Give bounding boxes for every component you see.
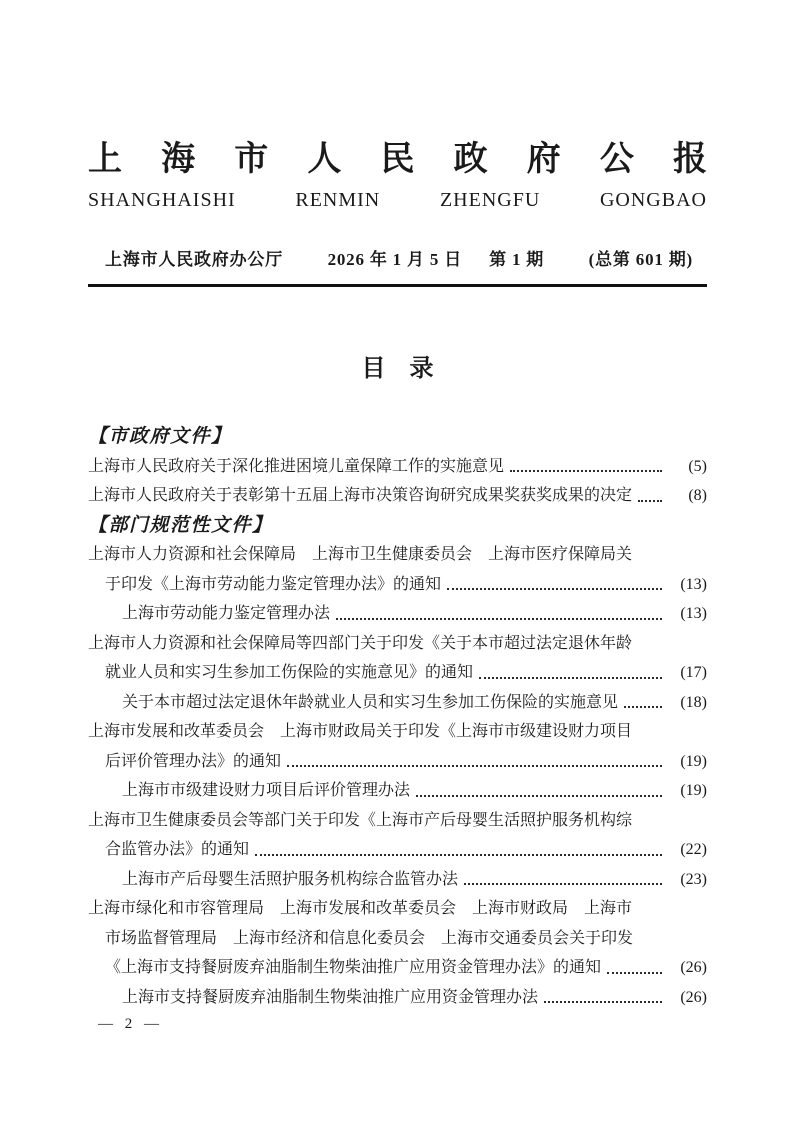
gazette-title-char: 政 <box>453 141 488 178</box>
toc-line-text: 上海市人民政府关于表彰第十五届上海市决策咨询研究成果奖获奖成果的决定 <box>88 487 633 505</box>
gazette-title-char: 报 <box>673 141 707 178</box>
toc-line <box>88 924 707 954</box>
issue-date-group <box>328 249 545 271</box>
toc-line-text: 上海市产后母婴生活照护服务机构综合监管办法 <box>122 870 459 888</box>
issue-number: 第 1 期 <box>489 250 545 270</box>
dot-leader <box>416 795 662 797</box>
toc-line <box>88 865 707 895</box>
masthead-info-row <box>88 249 707 271</box>
toc-line-text: 上海市绿化和市容管理局 上海市发展和改革委员会 上海市财政局 上海市 <box>88 900 633 918</box>
toc-line-text: 上海市人力资源和社会保障局等四部门关于印发《关于本市超过法定退休年龄 <box>88 634 633 652</box>
toc-line <box>88 452 707 482</box>
gazette-title-romanization <box>88 187 707 213</box>
toc-page-number: (17) <box>680 664 707 682</box>
dot-leader <box>464 883 662 885</box>
gazette-title-char: 民 <box>380 141 415 178</box>
gazette-title-roman-word: SHANGHAISHI <box>88 189 236 212</box>
gazette-title-roman-word: ZHENGFU <box>439 189 541 212</box>
toc-line-text: 关于本市超过法定退休年龄就业人员和实习生参加工伤保险的实施意见 <box>122 693 619 711</box>
gazette-title <box>88 140 707 179</box>
gazette-title-char: 市 <box>234 141 269 178</box>
gazette-title-char: 公 <box>599 141 634 178</box>
gazette-title-char: 海 <box>161 141 196 178</box>
toc-page-number: (13) <box>680 605 707 623</box>
dot-leader <box>638 500 662 502</box>
toc-line-text: 就业人员和实习生参加工伤保险的实施意见》的通知 <box>105 664 474 682</box>
publisher-name: 上海市人民政府办公厅 <box>105 250 283 270</box>
masthead-divider-rule <box>88 284 707 287</box>
toc-title: 目 录 <box>361 356 434 383</box>
dot-leader <box>287 765 662 767</box>
toc-page-number: (26) <box>680 988 707 1006</box>
toc-page-number: (26) <box>680 959 707 977</box>
issue-date: 2026 年 1 月 5 日 <box>327 250 463 270</box>
cumulative-issue-number: (总第 601 期) <box>588 250 693 270</box>
gazette-title-char: 人 <box>307 141 342 178</box>
toc-line <box>88 717 707 747</box>
dot-leader <box>544 1001 662 1003</box>
masthead <box>88 140 707 287</box>
toc-line <box>88 658 707 688</box>
toc-line <box>88 983 707 1013</box>
toc-line <box>88 776 707 806</box>
toc-line <box>88 894 707 924</box>
dot-leader <box>624 706 662 708</box>
toc-line-text: 上海市支持餐厨废弃油脂制生物柴油推广应用资金管理办法 <box>122 988 539 1006</box>
toc-line <box>88 806 707 836</box>
toc-line-text: 后评价管理办法》的通知 <box>105 752 282 770</box>
dot-leader <box>447 588 662 590</box>
dot-leader <box>479 677 662 679</box>
table-of-contents <box>88 422 707 1012</box>
dot-leader <box>336 618 662 620</box>
toc-page-number: (5) <box>688 457 707 475</box>
footer-page-number: — 2 — <box>98 1016 163 1032</box>
toc-line <box>88 599 707 629</box>
toc-page-number: (23) <box>680 870 707 888</box>
toc-page-number: (22) <box>680 841 707 859</box>
toc-page-number: (19) <box>680 782 707 800</box>
toc-line-text: 上海市市级建设财力项目后评价管理办法 <box>122 782 411 800</box>
dot-leader <box>510 470 662 472</box>
toc-line <box>88 835 707 865</box>
toc-page-number: (18) <box>680 693 707 711</box>
toc-line <box>88 747 707 777</box>
gazette-title-roman-word: GONGBAO <box>599 189 707 212</box>
toc-line-text: 合监管办法》的通知 <box>105 841 250 859</box>
toc-line <box>88 540 707 570</box>
toc-section-heading: 【市政府文件】 <box>88 426 232 448</box>
toc-line-text: 上海市人民政府关于深化推进困境儿童保障工作的实施意见 <box>88 457 505 475</box>
toc-line-text: 《上海市支持餐厨废弃油脂制生物柴油推广应用资金管理办法》的通知 <box>105 959 602 977</box>
toc-page-number: (19) <box>680 752 707 770</box>
page-content <box>88 0 707 1012</box>
toc-line-text: 市场监督管理局 上海市经济和信息化委员会 上海市交通委员会关于印发 <box>105 929 634 947</box>
toc-line <box>88 629 707 659</box>
toc-line <box>88 953 707 983</box>
toc-line-text: 上海市劳动能力鉴定管理办法 <box>122 605 331 623</box>
gazette-title-roman-word: RENMIN <box>295 189 381 212</box>
toc-section-heading: 【部门规范性文件】 <box>88 514 273 536</box>
toc-page-number: (13) <box>680 575 707 593</box>
toc-page-number: (8) <box>688 487 707 505</box>
toc-line <box>88 481 707 511</box>
toc-line <box>88 570 707 600</box>
gazette-title-char: 府 <box>526 141 561 178</box>
dot-leader <box>255 854 662 856</box>
toc-line-text: 于印发《上海市劳动能力鉴定管理办法》的通知 <box>105 575 442 593</box>
page-footer <box>98 1016 163 1033</box>
toc-line <box>88 688 707 718</box>
dot-leader <box>607 972 662 974</box>
toc-line-text: 上海市人力资源和社会保障局 上海市卫生健康委员会 上海市医疗保障局关 <box>88 546 633 564</box>
toc-line-text: 上海市发展和改革委员会 上海市财政局关于印发《上海市市级建设财力项目 <box>88 723 633 741</box>
gazette-title-char: 上 <box>88 141 122 178</box>
toc-line-text: 上海市卫生健康委员会等部门关于印发《上海市产后母婴生活照护服务机构综 <box>88 811 633 829</box>
